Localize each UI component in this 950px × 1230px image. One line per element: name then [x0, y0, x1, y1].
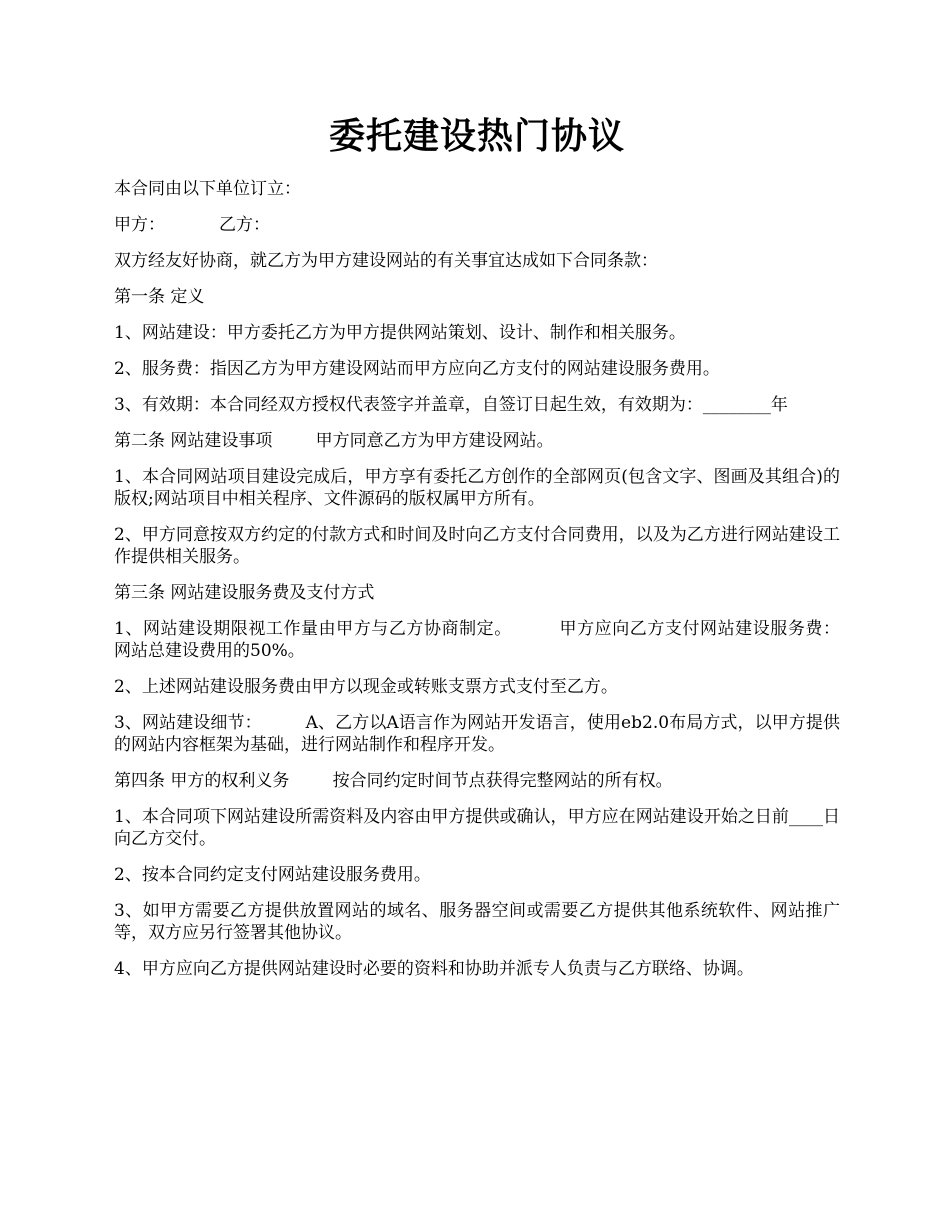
paragraph: 3、如甲方需要乙方提供放置网站的域名、服务器空间或需要乙方提供其他系统软件、网站推广等，双方应另行签署其他协议。 [114, 901, 840, 943]
paragraph: 2、甲方同意按双方约定的付款方式和时间及时向乙方支付合同费用，以及为乙方进行网站建设工作提供相关服务。 [114, 525, 840, 567]
paragraph: 2、服务费：指因乙方为甲方建设网站而甲方应向乙方支付的网站建设服务费用。 [114, 359, 720, 379]
section-heading: 第一条 定义 [114, 287, 205, 307]
paragraph: 1、本合同项下网站建设所需资料及内容由甲方提供或确认，甲方应在网站建设开始之日前____日向乙方交付。 [114, 807, 840, 849]
section-heading: 第四条 甲方的权利义务 按合同约定时间节点获得完整网站的所有权。 [114, 771, 673, 791]
paragraph: 4、甲方应向乙方提供网站建设时必要的资料和协助并派专人负责与乙方联络、协调。 [114, 959, 754, 979]
paragraph: 甲方： 乙方： [114, 215, 271, 235]
paragraph: 1、网站建设期限视工作量由甲方与乙方协商制定。 甲方应向乙方支付网站建设服务费： 网站总建设费用的50%。 [114, 619, 884, 661]
paragraph: 1、网站建设：甲方委托乙方为甲方提供网站策划、设计、制作和相关服务。 [114, 323, 686, 343]
paragraph: 2、按本合同约定支付网站建设服务费用。 [114, 865, 431, 885]
paragraph: 双方经友好协商，就乙方为甲方建设网站的有关事宜达成如下合同条款： [114, 251, 658, 271]
paragraph: 3、有效期：本合同经双方授权代表签字并盖章，自签订日起生效，有效期为：________年 [114, 395, 788, 415]
section-heading: 第二条 网站建设事项 甲方同意乙方为甲方建设网站。 [114, 431, 554, 451]
paragraph: 2、上述网站建设服务费由甲方以现金或转账支票方式支付至乙方。 [114, 677, 618, 697]
paragraph: 1、本合同网站项目建设完成后，甲方享有委托乙方创作的全部网页(包含文字、图画及其组合)的版权;网站项目中相关程序、文件源码的版权属甲方所有。 [114, 467, 840, 509]
paragraph: 本合同由以下单位订立： [114, 179, 301, 199]
section-heading: 第三条 网站建设服务费及支付方式 [114, 583, 375, 603]
document-body [114, 178, 884, 994]
document-title: 委托建设热门协议 [328, 115, 625, 157]
paragraph: 3、网站建设细节： A、乙方以A语言作为网站开发语言，使用eb2.0布局方式，以甲方提供的网站内容框架为基础，进行网站制作和程序开发。 [114, 713, 840, 755]
